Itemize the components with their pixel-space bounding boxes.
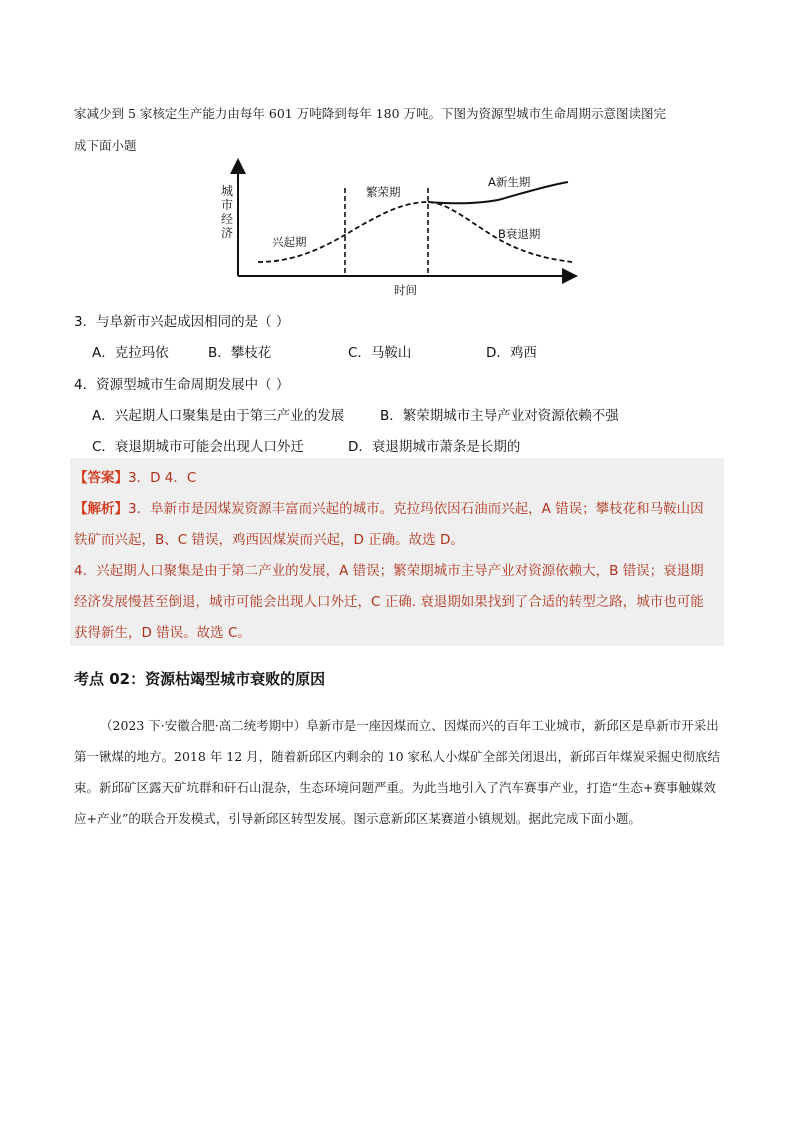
question-4-stem: 4．资源型城市生命周期发展中（ ） <box>74 377 290 393</box>
intro-line-2: 成下面小题 <box>74 138 137 153</box>
analysis-line-3: 4．兴起期人口聚集是由于第二产业的发展，A 错误；繁荣期城市主导产业对资源依赖大，B 错误；衰退期 <box>74 563 704 579</box>
question-3-option-c: C．马鞍山 <box>348 345 412 361</box>
question-4-option-b: B．繁荣期城市主导产业对资源依赖不强 <box>380 408 619 424</box>
section-heading: 考点 02：资源枯竭型城市衰败的原因 <box>74 670 326 688</box>
stage-new-label: A新生期 <box>488 175 531 189</box>
answer-box <box>70 458 724 646</box>
question-4-option-d: D．衰退期城市萧条是长期的 <box>348 439 521 455</box>
question-3-option-d: D．鸡西 <box>486 345 537 361</box>
x-axis-label: 时间 <box>394 283 417 297</box>
question-4-option-c: C．衰退期城市可能会出现人口外迁 <box>92 439 304 455</box>
analysis-text-1: 3．阜新市是因煤炭资源丰富而兴起的城市。克拉玛依因石油而兴起，A 错误；攀枝花和马鞍山因 <box>128 501 704 517</box>
life-cycle-figure <box>220 158 580 298</box>
stage-boom-label: 繁荣期 <box>366 185 401 199</box>
analysis-line-5: 获得新生，D 错误。故选 C。 <box>74 625 251 641</box>
y-axis-label: 城市经济 <box>220 184 233 240</box>
stage-decline-label: B衰退期 <box>498 227 541 241</box>
question-3-option-a: A．克拉玛依 <box>92 345 169 361</box>
answer-line <box>74 466 196 486</box>
question-4-option-a: A．兴起期人口聚集是由于第三产业的发展 <box>92 408 345 424</box>
question-3-option-b: B．攀枝花 <box>208 345 272 361</box>
analysis-line-4: 经济发展慢甚至倒退，城市可能会出现人口外迁，C 正确. 衰退期如果找到了合适的转型之路，城市也可能 <box>74 594 704 610</box>
analysis-tag: 【解析】 <box>74 501 128 517</box>
answer-tag: 【答案】 <box>74 470 128 486</box>
question-3-stem: 3．与阜新市兴起成因相同的是（ ） <box>74 314 290 330</box>
intro-paragraph <box>74 98 724 162</box>
analysis-line-1 <box>74 497 704 517</box>
passage-paragraph: （2023 下·安徽合肥·高二统考期中）阜新市是一座因煤而立、因煤而兴的百年工业城市，新邱区是阜新市开采出第一锹煤的地方。2018 年 12 月，随着新邱区内剩余的 10 家私人小煤矿全部关闭退出，新邱百年煤炭采掘史彻底结束。新邱矿区露天矿坑群和矸石山混杂，生态环境问题严重。为此当地引入了汽车赛事产业，打造“生态+赛事触媒效应+产业”的联合开发模式，引导新邱区转型发展。图示意新邱区某赛道小镇规划。据此完成下面小题。 <box>74 718 720 826</box>
intro-line-1: 家减少到 5 家核定生产能力由每年 601 万吨降到每年 180 万吨。下图为资源型城市生命周期示意图读图完 <box>74 106 667 121</box>
analysis-line-2: 铁矿而兴起，B、C 错误，鸡西因煤炭而兴起，D 正确。故选 D。 <box>74 532 464 548</box>
answer-text: 3．D 4．C <box>128 470 197 486</box>
stage-rise-label: 兴起期 <box>272 235 307 249</box>
